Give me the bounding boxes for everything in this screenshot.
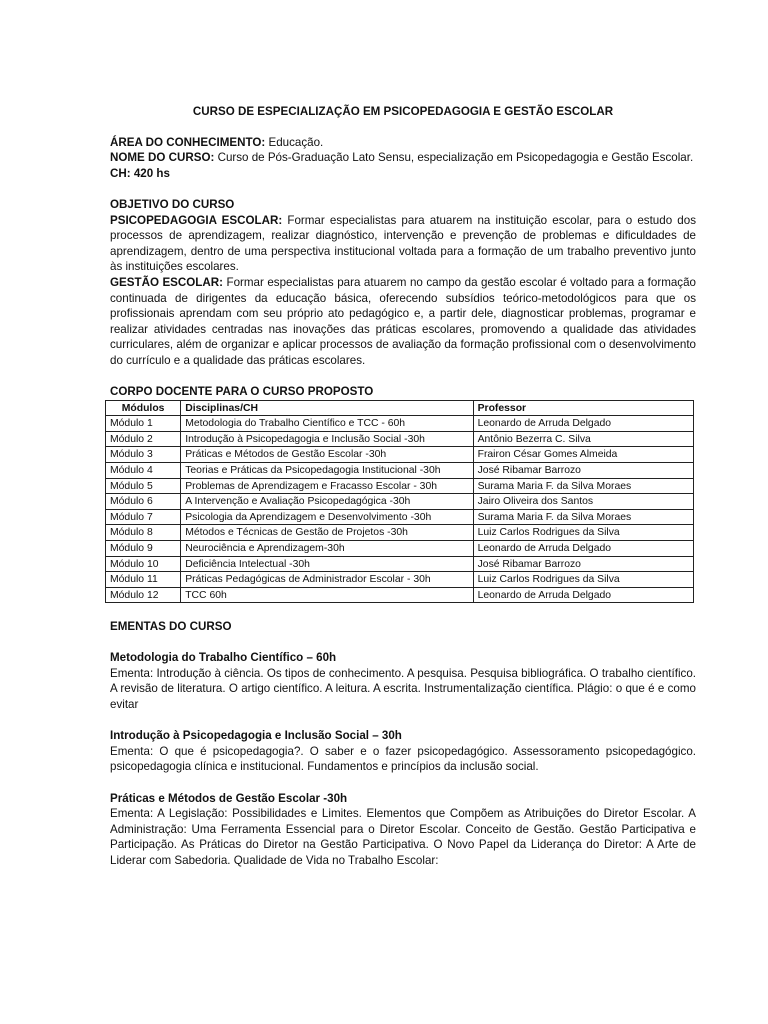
- gestao-label: GESTÃO ESCOLAR:: [110, 275, 223, 289]
- cell-professor: José Ribamar Barrozo: [473, 463, 693, 479]
- cell-modulo: Módulo 5: [106, 478, 181, 494]
- cell-disciplina: TCC 60h: [181, 587, 473, 603]
- table-row: [106, 463, 694, 479]
- header-professor: Professor: [473, 400, 693, 416]
- ementa-text: Ementa: O que é psicopedagogia?. O saber e o fazer psicopedagógico. Assessoramento psicopedagógico. psicopedagogia clínica e institucional. Fundamentos e princípios da inclusão social.: [110, 744, 696, 774]
- cell-disciplina: Teorias e Práticas da Psicopedagogia Institucional -30h: [181, 463, 473, 479]
- ementas-heading: EMENTAS DO CURSO: [110, 620, 232, 633]
- cell-professor: Luiz Carlos Rodrigues da Silva: [473, 525, 693, 541]
- table-row: [106, 494, 694, 510]
- cell-disciplina: Práticas Pedagógicas de Administrador Escolar - 30h: [181, 572, 473, 588]
- cell-modulo: Módulo 4: [106, 463, 181, 479]
- ementa-title: Metodologia do Trabalho Científico – 60h: [110, 651, 337, 665]
- cell-modulo: Módulo 8: [106, 525, 181, 541]
- corpo-docente-heading: CORPO DOCENTE PARA O CURSO PROPOSTO: [110, 385, 374, 399]
- cell-modulo: Módulo 6: [106, 494, 181, 510]
- area-line: [110, 135, 696, 151]
- table-row: [106, 587, 694, 603]
- psico-text: Formar especialistas para atuarem na instituição escolar, para o estudo dos processos de aprendizagem, realizar diagnóstico, intervenção e prevenção de problemas e dificuldades de aprendizagem, dentro de uma perspectiva institucional voltada para a formação de um trabalho preventivo junto às instituições escolares.: [110, 213, 696, 274]
- nome-line: [110, 150, 696, 166]
- cell-disciplina: Metodologia do Trabalho Científico e TCC - 60h: [181, 416, 473, 432]
- header-disciplinas: Disciplinas/CH: [181, 400, 473, 416]
- cell-professor: Leonardo de Arruda Delgado: [473, 541, 693, 557]
- area-value: Educação.: [265, 135, 324, 149]
- cell-professor: Luiz Carlos Rodrigues da Silva: [473, 572, 693, 588]
- cell-professor: Antônio Bezerra C. Silva: [473, 431, 693, 447]
- objetivo-heading: OBJETIVO DO CURSO: [110, 197, 235, 211]
- cell-modulo: Módulo 9: [106, 541, 181, 557]
- ementas-list: [110, 650, 696, 868]
- ch-line: CH: 420 hs: [110, 166, 170, 180]
- table-row: [106, 525, 694, 541]
- nome-value: Curso de Pós-Graduação Lato Sensu, especialização em Psicopedagogia e Gestão Escolar.: [214, 151, 694, 165]
- ementa-text: Ementa: A Legislação: Possibilidades e Limites. Elementos que Compõem as Atribuições do Diretor Escolar. A Administração: Uma Ferramenta Essencial para o Diretor Escolar. Conceito de Gestão. Gestão Participativa e Participação. As Práticas do Diretor na Gestão Participativa. O Novo Papel da Liderança do Diretor: A Arte de Liderar com Sabedoria. Qualidade de Vida no Trabalho Escolar:: [110, 807, 696, 867]
- cell-disciplina: Neurociência e Aprendizagem-30h: [181, 541, 473, 557]
- table-row: [106, 447, 694, 463]
- ementa-block: [110, 728, 696, 775]
- cell-modulo: Módulo 1: [106, 416, 181, 432]
- table-row: [106, 431, 694, 447]
- table-row: [106, 541, 694, 557]
- table-body: [106, 416, 694, 603]
- ementa-title: Introdução à Psicopedagogia e Inclusão Social – 30h: [110, 729, 402, 743]
- area-label: ÁREA DO CONHECIMENTO:: [110, 135, 266, 149]
- cell-professor: Surama Maria F. da Silva Moraes: [473, 478, 693, 494]
- cell-modulo: Módulo 12: [106, 587, 181, 603]
- objetivo-psicopedagogia: [110, 213, 696, 275]
- cell-modulo: Módulo 3: [106, 447, 181, 463]
- cell-modulo: Módulo 7: [106, 509, 181, 525]
- gestao-text: Formar especialistas para atuarem no campo da gestão escolar é voltado para a formação continuada de dirigentes da educação básica, oferecendo subsídios teórico-metodológicos para que os profissionais aprendam com seu próprio ato pedagógico e, a partir dele, diagnosticar problemas, programar e realizar atividades centradas nas inovações das práticas escolares, promovendo a qualidade das atividades curriculares, além de organizar e aplicar processos de avaliação da formação profissional com o desenvolvimento do currículo e a qualidade das práticas escolares.: [110, 275, 696, 367]
- cell-modulo: Módulo 11: [106, 572, 181, 588]
- cell-disciplina: Deficiência Intelectual -30h: [181, 556, 473, 572]
- table-row: [106, 509, 694, 525]
- cell-disciplina: A Intervenção e Avaliação Psicopedagógica -30h: [181, 494, 473, 510]
- table-header-row: [106, 400, 694, 416]
- cell-professor: Leonardo de Arruda Delgado: [473, 416, 693, 432]
- ementa-block: [110, 791, 696, 869]
- table-row: [106, 416, 694, 432]
- ementa-text: Ementa: Introdução à ciência. Os tipos de conhecimento. A pesquisa. Pesquisa bibliográfica. O trabalho científico. A revisão de literatura. O artigo científico. A leitura. A escrita. Instrumentalização científica. Plágio: o que é e como evitar: [110, 666, 696, 711]
- cell-professor: Jairo Oliveira dos Santos: [473, 494, 693, 510]
- objetivo-gestao: [110, 275, 696, 369]
- document-title: CURSO DE ESPECIALIZAÇÃO EM PSICOPEDAGOGIA E GESTÃO ESCOLAR: [192, 105, 614, 118]
- cell-disciplina: Problemas de Aprendizagem e Fracasso Escolar - 30h: [181, 478, 473, 494]
- cell-disciplina: Psicologia da Aprendizagem e Desenvolvimento -30h: [181, 509, 473, 525]
- cell-modulo: Módulo 2: [106, 431, 181, 447]
- cell-disciplina: Introdução à Psicopedagogia e Inclusão Social -30h: [181, 431, 473, 447]
- cell-professor: Surama Maria F. da Silva Moraes: [473, 509, 693, 525]
- cell-professor: Leonardo de Arruda Delgado: [473, 587, 693, 603]
- nome-label: NOME DO CURSO:: [110, 151, 215, 165]
- ementa-title: Práticas e Métodos de Gestão Escolar -30h: [110, 791, 348, 805]
- header-modulos: Módulos: [106, 400, 181, 416]
- table-row: [106, 556, 694, 572]
- corpo-docente-table: [105, 400, 694, 604]
- cell-disciplina: Práticas e Métodos de Gestão Escolar -30h: [181, 447, 473, 463]
- ementa-block: [110, 650, 696, 712]
- document-body: [110, 104, 696, 869]
- cell-modulo: Módulo 10: [106, 556, 181, 572]
- table-row: [106, 478, 694, 494]
- cell-disciplina: Métodos e Técnicas de Gestão de Projetos -30h: [181, 525, 473, 541]
- cell-professor: Frairon César Gomes Almeida: [473, 447, 693, 463]
- table-row: [106, 572, 694, 588]
- psico-label: PSICOPEDAGOGIA ESCOLAR:: [110, 213, 283, 227]
- cell-professor: José Ribamar Barrozo: [473, 556, 693, 572]
